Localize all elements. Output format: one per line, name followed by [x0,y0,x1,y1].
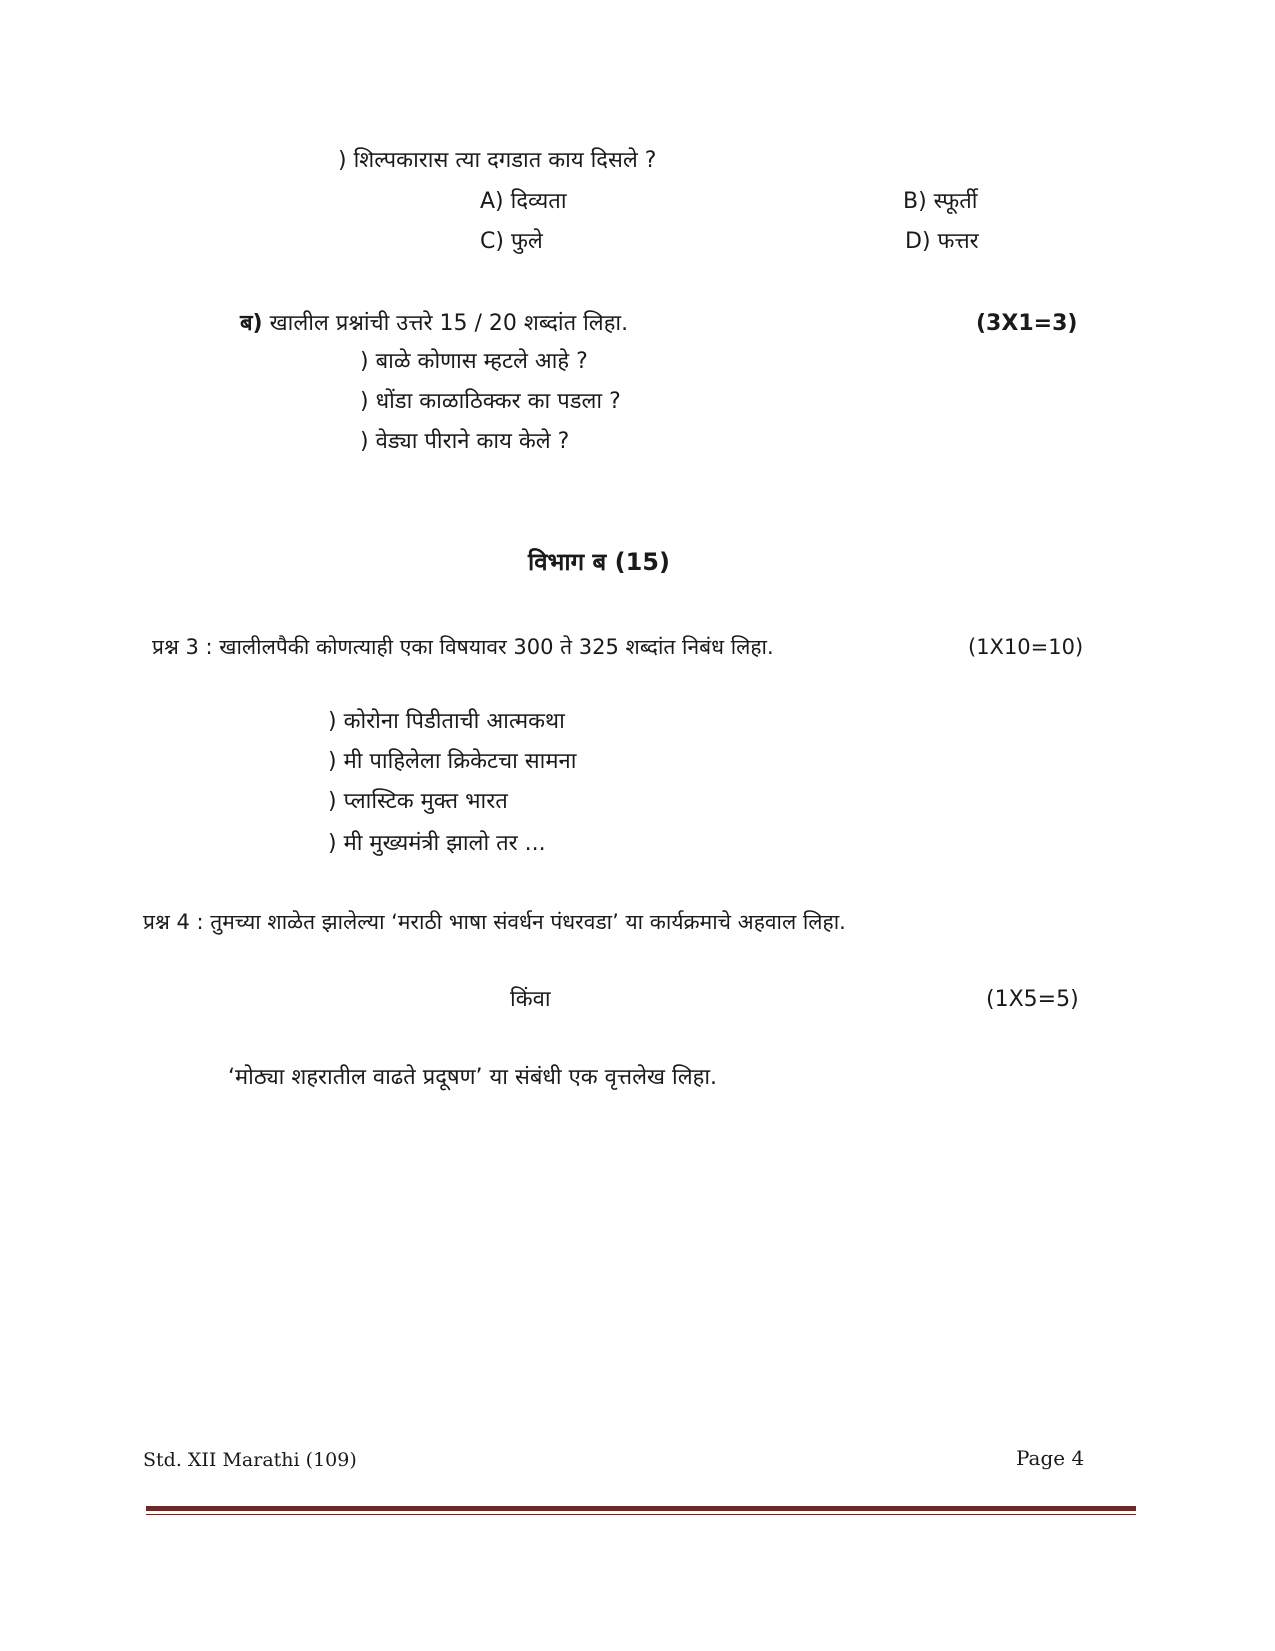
q3-marks: (1X10=10) [968,635,1084,659]
q4-marks: (1X5=5) [986,987,1079,1012]
q4-or-label: किंवा [510,987,551,1012]
q4-text: तुमच्या शाळेत झालेल्या ‘मराठी भाषा संवर्धन पंधरवडा’ या कार्यक्रमाचे अहवाल लिहा. [210,910,846,934]
section-b-label: ब) [240,311,263,336]
section-b-question-1: ) बाळे कोणास म्हटले आहे ? [360,349,588,374]
mcq-question: ) शिल्पकारास त्या दगडात काय दिसले ? [338,148,657,173]
q3-topic-3: ) प्लास्टिक मुक्त भारत [328,789,508,814]
footer-page-number: Page 4 [1016,1446,1085,1470]
q4-alternative: ‘मोठ्या शहरातील वाढते प्रदूषण’ या संबंधी एक वृत्तलेख लिहा. [228,1065,718,1090]
q3-topic-2: ) मी पाहिलेला क्रिकेटचा सामना [328,749,577,774]
q3-heading [152,633,774,661]
q3-topic-4: ) मी मुख्यमंत्री झालो तर ... [328,831,546,856]
q4-heading [143,908,846,936]
q3-label: प्रश्न 3 : [152,635,213,659]
mcq-option-a: A) दिव्यता [480,189,567,214]
q3-text: खालीलपैकी कोणत्याही एका विषयावर 300 ते 325 शब्दांत निबंध लिहा. [219,635,774,659]
section-b-question-2: ) धोंडा काळाठिक्कर का पडला ? [360,389,621,414]
q4-label: प्रश्न 4 : [143,910,204,934]
footer-rule-thick [146,1506,1136,1511]
footer-course: Std. XII Marathi (109) [143,1449,357,1471]
division-title: विभाग ब [528,548,607,576]
q3-topic-1: ) कोरोना पिडीताची आत्मकथा [328,709,565,734]
section-b-question-3: ) वेड्या पीराने काय केले ? [360,429,570,454]
footer-rule-thin [146,1514,1136,1515]
mcq-option-d: D) फत्तर [905,229,979,254]
section-b-instruction: खालील प्रश्नांची उत्तरे 15 / 20 शब्दांत लिहा. [269,311,629,336]
section-b-heading [240,310,628,338]
section-b-marks: (3X1=3) [976,311,1078,336]
mcq-option-c: C) फुले [480,229,543,254]
mcq-option-b: B) स्फूर्ती [903,189,978,214]
division-heading [528,548,670,576]
division-marks: (15) [614,548,670,576]
